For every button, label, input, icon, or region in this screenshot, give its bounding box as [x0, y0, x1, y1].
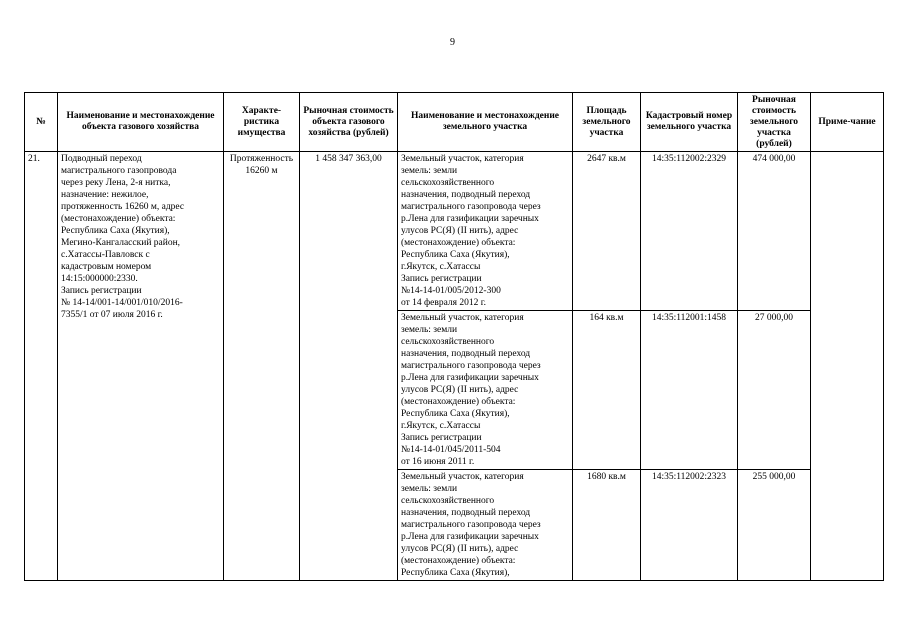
land-plot-area: 2647 кв.м	[573, 152, 641, 311]
land-plot-cadastral: 14:35:112002:2329	[641, 152, 738, 311]
land-plot-area: 1680 кв.м	[573, 470, 641, 581]
header-land-object: Наименование и местонахождение земельного участка	[398, 93, 573, 152]
property-characteristic: Протяженность 16260 м	[224, 152, 300, 581]
gas-object-value: 1 458 347 363,00	[300, 152, 398, 581]
header-gas-value: Рыночная стоимость объекта газового хозяйства (рублей)	[300, 93, 398, 152]
page-number: 9	[450, 37, 455, 48]
header-area: Площадь земельного участка	[573, 93, 641, 152]
header-gas-object: Наименование и местонахождение объекта газового хозяйства	[58, 93, 224, 152]
land-plot-value: 474 000,00	[738, 152, 811, 311]
property-table	[24, 92, 884, 581]
header-cadastral: Кадастровый номер земельного участка	[641, 93, 738, 152]
table-header-row	[25, 93, 884, 152]
row-number: 21.	[25, 152, 58, 581]
land-plot-value: 27 000,00	[738, 311, 811, 470]
land-plot-description: Земельный участок, категория земель: земли сельскохозяйственного назначения, подводный переход магистрального газопровода через р.Лена для газификации заречных улусов РС(Я) (II нить), адрес (местонахождение) объекта: Республика Саха (Якутия),	[398, 470, 573, 581]
header-land-value: Рыночная стоимость земельного участка (рублей)	[738, 93, 811, 152]
table-row	[25, 152, 884, 311]
gas-object-description: Подводный переход магистрального газопровода через реку Лена, 2-я нитка, назначение: нежилое, протяженность 16260 м, адрес (местонахождение) объекта: Республика Саха (Якутия), Мегино-Кангаласский район, с.Хатассы-Павловск с кадастровым номером 14:15:000000:2330. Запись регистрации № 14-14/001-14/001/010/2016- 7355/1 от 07 июля 2016 г.	[58, 152, 224, 581]
land-plot-value: 255 000,00	[738, 470, 811, 581]
header-num: №	[25, 93, 58, 152]
land-plot-cadastral: 14:35:112001:1458	[641, 311, 738, 470]
header-characteristic: Характе-ристика имущества	[224, 93, 300, 152]
land-plot-cadastral: 14:35:112002:2323	[641, 470, 738, 581]
land-plot-description: Земельный участок, категория земель: земли сельскохозяйственного назначения, подводный переход магистрального газопровода через р.Лена для газификации заречных улусов РС(Я) (II нить), адрес (местонахождение) объекта: Республика Саха (Якутия), г.Якутск, с.Хатассы Запись регистрации №14-14-01/045/2011-504 от 16 июня 2011 г.	[398, 311, 573, 470]
land-plot-area: 164 кв.м	[573, 311, 641, 470]
header-note: Приме-чание	[811, 93, 884, 152]
note-cell	[811, 152, 884, 581]
land-plot-description: Земельный участок, категория земель: земли сельскохозяйственного назначения, подводный переход магистрального газопровода через р.Лена для газификации заречных улусов РС(Я) (II нить), адрес (местонахождение) объекта: Республика Саха (Якутия), г.Якутск, с.Хатассы Запись регистрации №14-14-01/005/2012-300 от 14 февраля 2012 г.	[398, 152, 573, 311]
